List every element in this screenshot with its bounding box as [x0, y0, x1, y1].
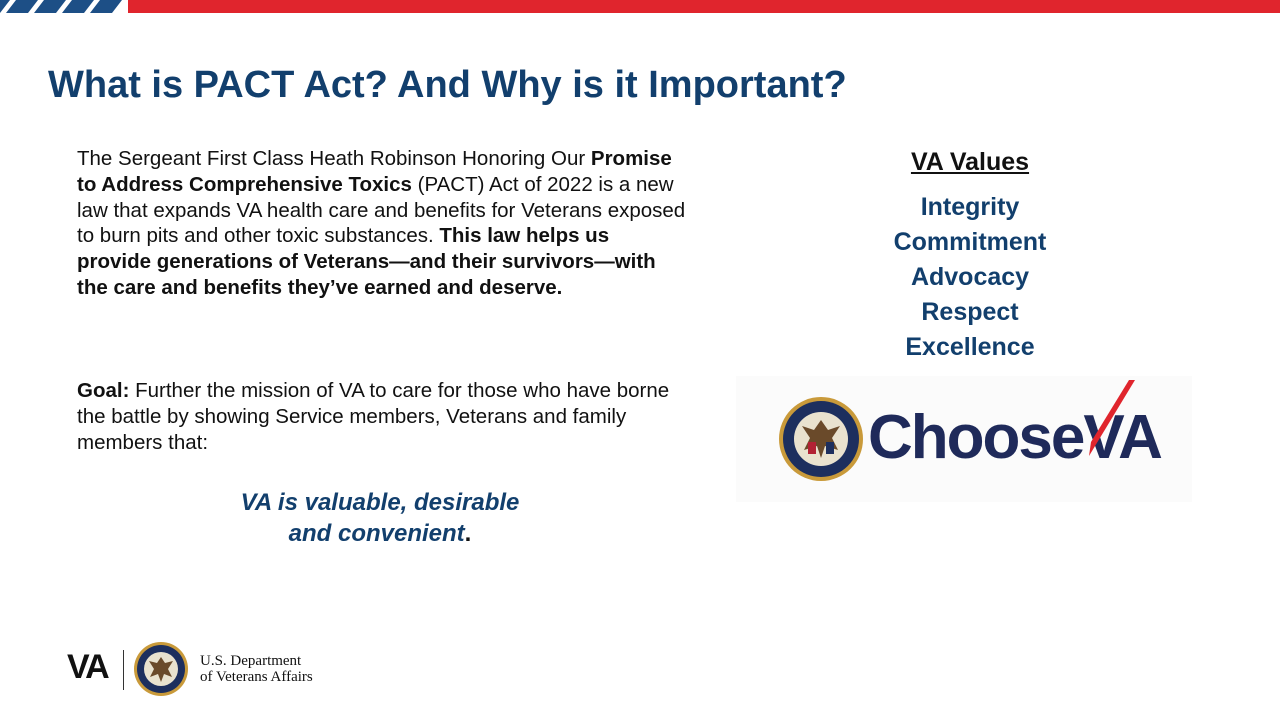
footer-dept-line-1: U.S. Department: [200, 653, 302, 669]
values-list: [860, 190, 1080, 365]
footer-department-name: [200, 653, 313, 685]
va-seal-icon: [778, 396, 864, 482]
value-item: Integrity: [920, 193, 1020, 221]
choose-va-text: VA: [1083, 403, 1161, 472]
stripe-red-bar: [128, 0, 1280, 13]
checkmark-icon: [1071, 378, 1141, 458]
top-stripe: [0, 0, 1280, 13]
footer-divider: [123, 650, 124, 690]
intro-bold-1: Promise to Address Comprehensive Toxics: [77, 147, 672, 196]
intro-bold-2: This law helps us provide generations of Veterans—and their survivors—with the care and benefits they’ve earned and deserve.: [77, 224, 656, 299]
footer-va-logo: VA: [67, 648, 108, 686]
stripe-pattern: [0, 0, 140, 13]
value-item: Respect: [921, 298, 1019, 326]
value-item: Commitment: [893, 228, 1047, 256]
choose-va-logo: [736, 376, 1192, 502]
value-item: Excellence: [905, 333, 1035, 361]
goal-label: Goal:: [77, 379, 130, 402]
page-title: What is PACT Act? And Why is it Important?: [48, 64, 847, 106]
tagline-line-2: and convenient: [288, 520, 465, 547]
value-item: Advocacy: [910, 263, 1030, 291]
tagline: [200, 487, 560, 549]
tagline-period: .: [464, 520, 472, 547]
choose-text: Choose: [868, 403, 1084, 472]
values-heading: VA Values: [910, 148, 1030, 176]
intro-paragraph: [77, 146, 687, 301]
tagline-line-1: VA is valuable, desirable: [240, 489, 520, 516]
intro-text-1: The Sergeant First Class Heath Robinson Honoring Our: [77, 147, 591, 170]
footer-dept-line-2: of Veterans Affairs: [200, 669, 313, 685]
goal-paragraph: [77, 378, 687, 455]
va-seal-icon: [133, 641, 189, 697]
goal-text: Further the mission of VA to care for those who have borne the battle by showing Service members, Veterans and family members that:: [77, 379, 670, 454]
intro-text-2: (PACT) Act of 2022 is a new law that expands VA health care and benefits for Veterans exposed to burn pits and other toxic substances.: [77, 172, 686, 248]
